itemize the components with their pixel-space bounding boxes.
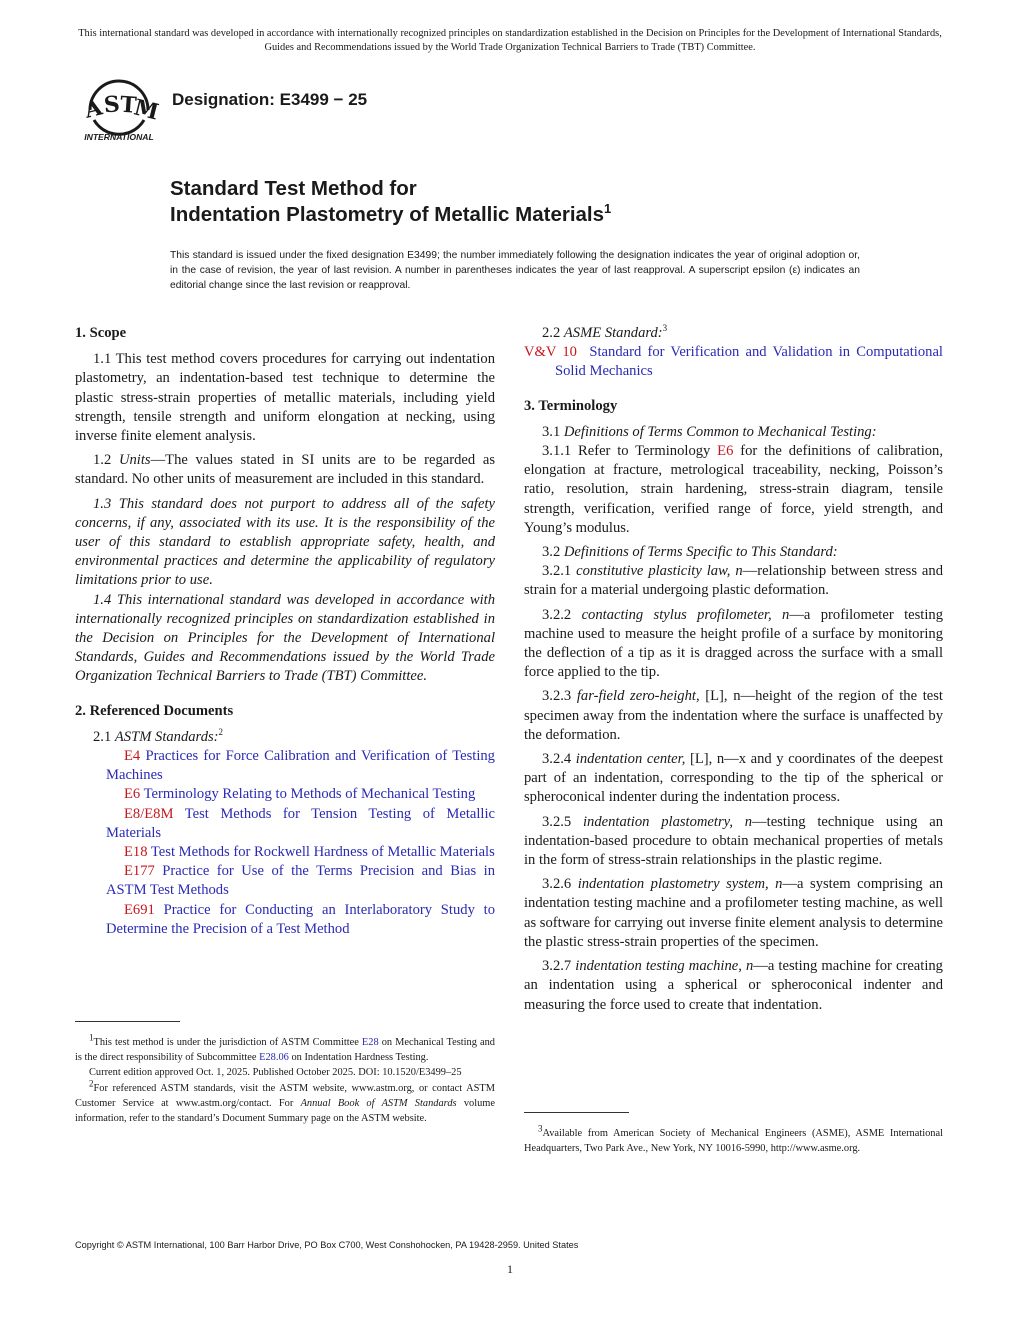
logo-letter-s: S	[103, 91, 121, 119]
reference-item[interactable]	[75, 843, 495, 862]
footnote-1-mark: 1	[89, 1032, 94, 1043]
reference-code[interactable]: E4	[124, 748, 141, 765]
asme-standard-text: ASME Standard:	[563, 325, 663, 341]
definition-text: [L], n—height of the region of the test specimen away from the indentation where the surface is unaffected by the deformation.	[524, 688, 943, 743]
terminology-3-2-label: Definitions of Terms Specific to This Standard:	[563, 544, 838, 561]
scope-1-1: 1.1 This test method covers procedures for carrying out indentation plastometry, an indentation-based test technique to determine the plastic stress-strain properties of metallic materials, including yield strength, tensile strength and uniform elongation at necking, using inverse finite element analysis.	[75, 351, 495, 445]
reference-code[interactable]: E18	[124, 844, 148, 861]
footnote-1-text-a: This test method is under the jurisdiction of ASTM Committee	[93, 1037, 362, 1048]
reference-code[interactable]: E691	[124, 901, 155, 918]
definition-text: —relationship between stress and strain for a material undergoing plastic deformation.	[524, 563, 944, 599]
definition-item	[524, 875, 943, 952]
astm-logo-icon	[76, 66, 162, 146]
definition-term: indentation plastometry system, n	[577, 876, 783, 893]
footnote-2-book: Annual Book of ASTM Standards	[300, 1097, 457, 1109]
footnote-2-text-b: volume information, refer to the standard’s Document Summary page on the ASTM website.	[75, 1097, 495, 1125]
definition-term: far-field zero-height,	[576, 688, 700, 705]
terminology-3-1	[524, 423, 943, 442]
page-number: 1	[507, 1262, 513, 1276]
definition-term: indentation plastometry, n	[582, 813, 753, 830]
terminology-e6-link[interactable]: E6	[717, 443, 734, 460]
section-refdocs-heading: 2. Referenced Documents	[75, 702, 234, 719]
definition-num: 3.2.6	[542, 876, 578, 893]
committee-e28-link[interactable]: E28	[361, 1037, 379, 1048]
scope-1-2-label: Units	[118, 452, 151, 469]
designation: Designation: E3499 − 25	[172, 90, 368, 109]
reference-code[interactable]: E6	[124, 786, 141, 803]
reference-item[interactable]	[75, 805, 495, 843]
footnote-2-mark: 2	[89, 1078, 94, 1089]
astm-standards-sup: 2	[218, 727, 224, 737]
title-line-2	[170, 202, 611, 228]
logo-letter-m: M	[131, 94, 162, 126]
reference-code[interactable]: E177	[124, 863, 155, 880]
definition-item	[524, 813, 943, 871]
development-notice: This international standard was developed in accordance with internationally recognized principles on standardization established in the Decision on Principles for the Development of International Standards, Guides and Recommendations issued by the World Trade Organization Technical Barriers to Trade (TBT) Committee.	[78, 28, 942, 53]
reference-item[interactable]	[75, 747, 495, 785]
asme-reference-item[interactable]	[524, 343, 943, 381]
reference-title[interactable]: Terminology Relating to Methods of Mechanical Testing	[143, 786, 476, 803]
scope-1-4-text: 1.4 This international standard was developed in accordance with internationally recognized principles on standardization established in the Decision on Principles for the Development of International Standards, Guides and Recommendations issued by the World Trade Organization Technical Barriers to Trade (TBT) Committee.	[75, 591, 495, 685]
logo-letter-a: A	[81, 94, 105, 124]
section-scope-heading: 1. Scope	[75, 325, 127, 341]
reference-title[interactable]: Test Methods for Tension Testing of Metallic Materials	[106, 805, 495, 841]
logo-letter-t: T	[119, 91, 138, 119]
astm-reference-list	[75, 747, 495, 939]
definition-term: contacting stylus profilometer, n	[581, 606, 790, 623]
reference-code[interactable]: V&V 10	[524, 344, 577, 361]
logo-caption: INTERNATIONAL	[84, 132, 154, 142]
copyright-notice: Copyright © ASTM International, 100 Barr Harbor Drive, PO Box C700, West Conshohocken, PA 19428-2959. United States	[75, 1240, 579, 1250]
astm-standards-label	[75, 728, 495, 747]
document-title	[170, 176, 611, 228]
definition-text: —testing technique using an indentation-based procedure to obtain mechanical properties of metals in the form of stress-strain relationships in the plastic regime.	[524, 813, 943, 869]
section-terminology-heading: 3. Terminology	[524, 397, 618, 414]
definition-text: —a testing machine for creating an indentation using a spherical or spheroconical indenter and measuring the force used to create that indentation.	[524, 958, 943, 1013]
footnote-1-text-b: on Mechanical Testing and is the direct responsibility of Subcommittee	[75, 1037, 495, 1064]
left-column	[75, 324, 495, 939]
scope-1-2-text: —The values stated in SI units are to be regarded as standard. No other units of measurement are included in this standard.	[75, 452, 496, 488]
definition-text: [L], n—x and y coordinates of the deepest part of an indentation, corresponding to the tip of the spherical or spheroconical indenter during the indentation process.	[524, 751, 944, 806]
definition-num: 3.2.1	[542, 563, 577, 580]
definition-num: 3.2.7	[542, 958, 576, 975]
definition-item	[524, 606, 943, 683]
terminology-3-1-1-pre: 3.1.1 Refer to Terminology	[542, 443, 718, 460]
astm-standards-text: ASTM Standards:	[114, 728, 219, 745]
terminology-3-1-1-post: for the definitions of calibration, elongation at fracture, metrological traceability, necking, Poisson’s ratio, resolution, strain hardening, stress-strain diagram, tensile strength, verification, verified range of force, yield strength, and Young’s modulus.	[524, 443, 943, 536]
definition-term: indentation testing machine, n	[575, 958, 754, 975]
footnote-3-text: Available from American Society of Mechanical Engineers (ASME), ASME International Headquarters, Two Park Ave., New York, NY 10016-5990, http://www.asme.org.	[524, 1128, 943, 1155]
asme-standard-label	[524, 324, 943, 343]
subcommittee-e28-06-link[interactable]: E28.06	[259, 1052, 289, 1064]
scope-1-3-text: 1.3 This standard does not purport to address all of the safety concerns, if any, associated with its use. It is the responsibility of the user of this standard to establish appropriate safety, health, and environmental practices and determine the applicability of regulatory limitations prior to use.	[75, 495, 495, 589]
reference-title[interactable]: Practices for Force Calibration and Verification of Testing Machines	[106, 748, 495, 784]
footnote-2	[75, 1078, 495, 1127]
reference-item[interactable]	[75, 901, 495, 939]
definition-item	[524, 750, 943, 808]
reference-item[interactable]	[75, 785, 495, 804]
definition-num: 3.2.4	[542, 751, 576, 768]
asme-standard-sup: 3	[662, 323, 668, 334]
right-footnotes	[524, 1112, 943, 1156]
reference-title[interactable]: Practice for Use of the Terms Precision and Bias in ASTM Test Methods	[106, 863, 495, 899]
definition-num: 3.2.3	[542, 688, 577, 705]
footnote-3-mark: 3	[538, 1123, 543, 1134]
scope-1-4	[75, 591, 495, 687]
scope-1-2-num: 1.2	[93, 452, 119, 469]
footnote-1-text-c: on Indentation Hardness Testing.	[288, 1052, 429, 1064]
reference-title[interactable]: Standard for Verification and Validation in Computational Solid Mechanics	[555, 344, 943, 380]
terminology-3-1-label: Definitions of Terms Common to Mechanical Testing:	[563, 423, 877, 440]
scope-1-3	[75, 495, 495, 591]
left-footnotes	[75, 1021, 495, 1126]
terminology-3-1-1	[524, 442, 943, 538]
right-column	[524, 324, 943, 1015]
terminology-3-2	[524, 543, 943, 562]
terminology-3-2-num: 3.2	[542, 544, 564, 561]
reference-code[interactable]: E8/E8M	[124, 805, 174, 822]
scope-1-2	[75, 451, 495, 489]
definition-item	[524, 957, 943, 1015]
footnote-3	[524, 1123, 943, 1156]
footnote-1-edition: Current edition approved Oct. 1, 2025. Published October 2025. DOI: 10.1520/E3499–25	[89, 1067, 462, 1079]
definition-item	[524, 562, 943, 600]
footnote-1	[75, 1032, 495, 1065]
reference-title[interactable]: Test Methods for Rockwell Hardness of Metallic Materials	[150, 844, 495, 861]
definition-text: —a profilometer testing machine used to measure the height profile of a surface by monitoring the deflection of a tip as it is dragged across the surface with a small force applied to the tip.	[524, 606, 943, 681]
definition-term: indentation center,	[575, 751, 686, 768]
issuance-note: This standard is issued under the fixed designation E3499; the number immediately following the designation indicates the year of original adoption or, in the case of revision, the year of last revision. A number in parentheses indicates the year of last reapproval. A superscript epsilon (ε) indicates an editorial change since the last revision or reapproval.	[170, 250, 860, 291]
terminology-3-1-num: 3.1	[542, 423, 564, 440]
footnote-2-text-a: For referenced ASTM standards, visit the ASTM website, www.astm.org, or contact ASTM Customer Service at www.astm.org/contact. For	[75, 1082, 495, 1109]
reference-title[interactable]: Practice for Conducting an Interlaboratory Study to Determine the Precision of a Test Method	[106, 901, 495, 937]
reference-item[interactable]	[75, 862, 495, 900]
title-footnote-mark: 1	[604, 201, 612, 217]
definition-num: 3.2.5	[542, 813, 583, 830]
definition-num: 3.2.2	[542, 606, 582, 623]
definition-item	[524, 687, 943, 745]
definition-text: —a system comprising an indentation testing machine and a profilometer testing machine, as well as software for carrying out inverse finite element analysis to determine the plastic stress-strain properties of the specimen.	[524, 876, 944, 950]
asme-standard-num: 2.2	[542, 325, 564, 341]
title-text: Indentation Plastometry of Metallic Materials	[170, 203, 605, 226]
definition-term: constitutive plasticity law, n	[576, 563, 743, 580]
astm-standards-num: 2.1	[93, 728, 115, 745]
title-line-1: Standard Test Method for	[170, 177, 417, 200]
